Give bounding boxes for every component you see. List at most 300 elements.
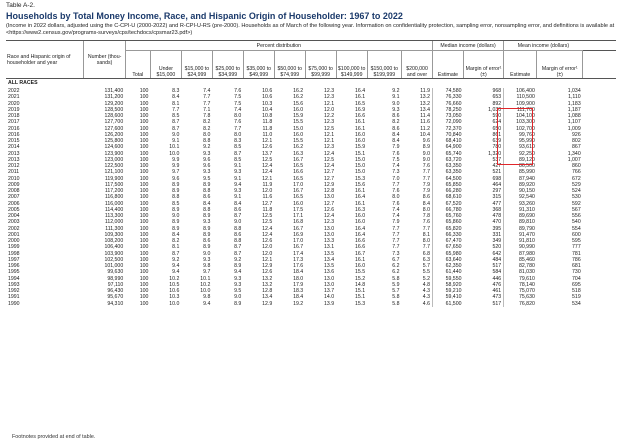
table-cell: 584 — [492, 269, 502, 276]
table-cell: 68,410 — [433, 138, 464, 144]
table-cell: 15.5 — [293, 119, 304, 126]
table-cell: 78,140 — [504, 282, 537, 288]
table-cell: 16.1 — [355, 125, 366, 132]
table-cell: 16.6 — [293, 169, 304, 176]
table-cell: 65,980 — [433, 251, 464, 257]
table-cell: 8.7 — [234, 213, 242, 219]
table-cell: 8.0 — [234, 113, 242, 119]
table-cell: 16.4 — [355, 231, 366, 238]
year-cell: 1992 — [8, 288, 20, 294]
table-cell: 15.6 — [355, 181, 366, 188]
table-cell: 72,090 — [433, 119, 464, 125]
table-cell: 13.0 — [324, 275, 335, 282]
table-cell: 1,034 — [567, 88, 581, 94]
table-cell: 592 — [572, 200, 581, 207]
table-cell: 16.6 — [355, 113, 366, 119]
table-cell: 16.0 — [293, 131, 304, 138]
table-cell: 331 — [492, 231, 502, 238]
table-cell: 1,030 — [488, 106, 502, 113]
table-cell: 100 — [139, 169, 149, 176]
table-cell: 8.2 — [203, 119, 211, 126]
table-cell: 99,760 — [504, 132, 537, 138]
table-cell: 12.3 — [324, 94, 335, 101]
table-cell: 100 — [139, 275, 149, 282]
year-cell: 2017 — [8, 119, 20, 126]
table-cell: 9.4 — [234, 181, 242, 188]
table-cell: 13.7 — [324, 288, 335, 294]
table-cell: 16.2 — [293, 88, 304, 94]
table-cell: 17.0 — [293, 238, 304, 244]
table-cell: 13.2 — [262, 281, 273, 288]
table-cell: 1,320 — [488, 150, 502, 157]
table-cell: 7.6 — [392, 200, 400, 207]
row-spacer — [583, 301, 616, 307]
table-cell: 781 — [572, 250, 581, 257]
table-cell: 7.7 — [422, 244, 431, 251]
header-number: Number (thou- sands) — [84, 41, 125, 79]
table-cell: 556 — [572, 213, 581, 219]
table-cell: 11.8 — [262, 206, 273, 213]
table-cell: 16.7 — [293, 156, 304, 163]
table-cell: 65,820 — [433, 226, 464, 232]
table-cell: 521 — [492, 169, 502, 176]
table-cell: 12.3 — [324, 219, 335, 226]
table-cell: 13.6 — [324, 269, 335, 276]
table-cell: 16.9 — [355, 106, 366, 113]
table-cell: 123,000 — [104, 156, 124, 163]
table-cell: 59,410 — [433, 294, 464, 300]
table-cell: 66,780 — [433, 207, 464, 213]
table-cell: 520 — [492, 244, 502, 251]
table-cell: 861 — [492, 131, 502, 138]
table-cell: 7.7 — [422, 225, 431, 232]
table-cell: 695 — [572, 281, 581, 288]
table-cell: 100 — [139, 119, 149, 126]
table-cell: 1,187 — [567, 106, 581, 113]
table-cell: 8.5 — [234, 156, 242, 163]
table-cell: 117,200 — [104, 188, 124, 194]
table-cell: 9.5 — [203, 175, 211, 182]
table-cell: 15.6 — [293, 100, 304, 107]
table-cell: 653 — [492, 94, 502, 101]
table-cell: 100 — [139, 256, 149, 263]
year-cell: 2008 — [8, 188, 20, 194]
table-cell: 126,200 — [104, 131, 124, 138]
table-cell: 10.3 — [262, 100, 273, 107]
table-cell: 11.9 — [420, 88, 431, 94]
table-cell: 108,200 — [104, 238, 124, 244]
table-cell: 10.1 — [169, 144, 180, 151]
table-cell: 91,310 — [504, 207, 537, 213]
table-cell: 7.5 — [234, 100, 242, 107]
table-cell: 8.8 — [203, 138, 211, 144]
table-cell: 9.4 — [203, 300, 211, 307]
table-cell: 777 — [572, 244, 581, 251]
table-cell: 8.7 — [234, 250, 242, 257]
table-cell: 7.4 — [203, 88, 211, 94]
table-cell: 121,100 — [104, 169, 124, 176]
table-cell: 75,070 — [504, 288, 537, 294]
table-cell: 9.3 — [203, 169, 211, 176]
table-cell: 8.9 — [203, 181, 211, 188]
table-cell: 106,400 — [104, 244, 124, 251]
table-cell: 18.3 — [293, 288, 304, 294]
table-cell: 12.6 — [262, 269, 273, 276]
table-cell: 10.0 — [200, 288, 211, 294]
table-cell: 89,120 — [504, 157, 537, 163]
table-cell: 89,690 — [504, 213, 537, 219]
table-cell: 802 — [572, 138, 581, 144]
table-cell: 12.0 — [262, 244, 273, 251]
table-cell: 600 — [572, 231, 581, 238]
table-cell: 101,000 — [104, 263, 124, 269]
table-cell: 9.8 — [203, 294, 211, 301]
table-cell: 1,088 — [567, 113, 581, 119]
table-cell: 16.1 — [355, 94, 366, 101]
table-cell: 1,183 — [567, 100, 581, 107]
table-cell: 13.2 — [419, 100, 431, 107]
table-cell: 16.0 — [355, 138, 366, 144]
table-cell: 15.9 — [293, 113, 304, 119]
year-cell: 1997 — [8, 256, 20, 263]
table-cell: 12.1 — [324, 138, 335, 144]
table-cell: 395 — [492, 225, 502, 232]
table-cell: 7.6 — [422, 219, 431, 226]
table-cell: 97,110 — [107, 281, 124, 288]
table-cell: 12.2 — [324, 113, 335, 119]
table-cell: 17.9 — [293, 281, 304, 288]
table-cell: 9.4 — [172, 263, 180, 269]
table-cell: 5.8 — [392, 294, 400, 301]
table-cell: 12.4 — [324, 150, 335, 157]
table-cell: 4.3 — [422, 294, 431, 301]
table-cell: 704 — [572, 275, 581, 282]
table-cell: 76,820 — [504, 301, 537, 307]
table-cell: 7.4 — [392, 213, 400, 219]
table-cell: 16.6 — [355, 244, 366, 251]
table-cell: 13.1 — [324, 244, 335, 251]
table-cell: 16.7 — [293, 188, 304, 194]
table-cell: 8.8 — [234, 238, 242, 244]
table-cell: 8.9 — [172, 225, 180, 232]
table-cell: 12.8 — [324, 188, 335, 194]
table-cell: 100 — [139, 163, 149, 169]
table-cell: 8.9 — [422, 144, 431, 151]
table-cell: 100 — [139, 125, 149, 132]
table-cell: 968 — [492, 88, 502, 94]
table-cell: 537 — [492, 156, 502, 163]
table-cell: 114,400 — [104, 206, 124, 213]
year-cell: 1991 — [8, 294, 20, 301]
table-cell: 112,000 — [104, 219, 124, 226]
table-cell: 13.4 — [419, 106, 431, 113]
table-cell: 8.0 — [392, 194, 400, 201]
table-cell: 100 — [139, 106, 149, 113]
table-cell: 13.9 — [324, 300, 335, 307]
table-cell: 8.7 — [172, 119, 180, 126]
table-cell: 9.4 — [234, 269, 242, 276]
table-cell: 860 — [572, 163, 581, 169]
table-cell: 12.5 — [262, 213, 273, 219]
table-cell: 14.0 — [324, 294, 335, 301]
table-cell: 9.0 — [422, 150, 431, 157]
table-cell: 90,990 — [504, 244, 537, 250]
table-cell: 16.9 — [293, 231, 304, 238]
table-cell: 8.6 — [392, 125, 400, 132]
table-cell: 8.0 — [422, 238, 431, 244]
table-cell: 7.1 — [203, 106, 211, 113]
column-header: Estimate — [504, 51, 537, 79]
table-cell: 867 — [572, 144, 581, 151]
table-cell: 100 — [139, 175, 149, 182]
table-cell: 8.0 — [234, 131, 242, 138]
table-cell: 10.2 — [169, 275, 180, 282]
table-cell: 87,980 — [504, 251, 537, 257]
table-cell: 13.0 — [324, 281, 335, 288]
table-cell: 12.8 — [262, 288, 273, 294]
table-cell: 12.7 — [324, 169, 335, 176]
table-cell: 10.5 — [169, 281, 180, 288]
table-cell: 92,250 — [504, 151, 537, 157]
table-cell: 12.6 — [324, 206, 335, 213]
table-cell: 63,350 — [433, 163, 464, 169]
table-cell: 529 — [572, 181, 581, 188]
table-cell: 61,440 — [433, 269, 464, 275]
table-subtitle: (Income in 2022 dollars, adjusted using the C-CPI-U (2000-2022) and R-CPI-U-RS (pre-2000). Households as of March of the following year. Information on confidentiality protection, sampling error, nonsampling error, and definitions is available at <https://www2.census.gov/programs-surveys/cps/techdocs/cpsmar23.pdf>) — [6, 23, 615, 37]
column-header: $15,000 to $24,999 — [181, 51, 212, 79]
table-cell: 78,250 — [433, 107, 464, 113]
table-cell: 94,310 — [107, 300, 124, 307]
table-cell: 124,600 — [104, 144, 124, 151]
table-cell: 9.0 — [172, 131, 180, 138]
table-cell: 122,500 — [104, 163, 124, 169]
table-cell: 66,330 — [433, 232, 464, 238]
table-cell: 16.8 — [293, 219, 304, 226]
table-cell: 11.8 — [262, 125, 273, 132]
table-cell: 68,610 — [433, 194, 464, 200]
year-cell: 2018 — [8, 113, 20, 119]
table-cell: 15.5 — [355, 269, 366, 276]
table-cell: 681 — [572, 263, 581, 269]
table-cell: 8.5 — [234, 144, 242, 151]
year-cell: 1996 — [8, 263, 20, 269]
table-cell: 15.1 — [355, 294, 366, 301]
table-cell: 5.8 — [392, 300, 400, 307]
table-cell: 7.9 — [392, 219, 400, 226]
year-cell: 1990 — [8, 300, 20, 307]
table-cell: 98,990 — [107, 275, 124, 282]
table-cell: 13.2 — [262, 275, 273, 282]
table-cell: 530 — [572, 194, 581, 201]
table-cell: 9.0 — [392, 100, 400, 107]
year-cell: 2003 — [8, 219, 20, 226]
table-cell: 18.0 — [293, 275, 304, 282]
table-cell: 7.7 — [392, 231, 400, 238]
table-cell: 5.8 — [392, 275, 400, 282]
table-cell: 8.8 — [203, 206, 211, 213]
table-cell: 7.7 — [422, 169, 431, 176]
table-cell: 9.3 — [203, 219, 211, 226]
table-cell: 59,210 — [433, 288, 464, 294]
table-cell: 698 — [492, 175, 502, 182]
table-cell: 9.2 — [203, 144, 211, 151]
table-cell: 1,009 — [567, 125, 581, 132]
table-cell: 517 — [492, 263, 502, 269]
table-cell: 8.2 — [172, 238, 180, 244]
table-cell: 8.8 — [234, 225, 242, 232]
table-cell: 297 — [492, 188, 502, 194]
header-row-label: Race and Hispanic origin of householder and year — [6, 41, 84, 79]
column-header: $100,000 to $149,999 — [336, 51, 367, 79]
table-cell: 9.2 — [172, 256, 180, 263]
year-cell: 2022 — [8, 88, 20, 94]
table-cell: 7.5 — [392, 156, 400, 163]
table-cell: 65,860 — [433, 219, 464, 225]
table-cell: 8.9 — [172, 219, 180, 226]
table-cell: 8.9 — [203, 213, 211, 219]
table-cell: 13.2 — [419, 94, 431, 101]
column-header: Estimate — [433, 51, 464, 79]
table-cell: 8.1 — [422, 231, 431, 238]
table-cell: 7.6 — [234, 119, 242, 126]
table-cell: 127,600 — [104, 125, 124, 132]
year-cell: 2005 — [8, 206, 20, 213]
table-cell: 72,370 — [433, 126, 464, 132]
table-cell: 672 — [572, 175, 581, 182]
table-cell: 5.2 — [422, 275, 431, 282]
table-cell: 4.8 — [422, 281, 431, 288]
table-cell: 15.1 — [355, 288, 366, 294]
table-cell: 70,840 — [433, 132, 464, 138]
table-cell: 554 — [572, 225, 581, 232]
table-cell: 9.3 — [234, 169, 242, 176]
table-cell: 7.5 — [234, 94, 242, 101]
column-header: Margin of error¹ (±) — [463, 51, 503, 79]
table-cell: 8.8 — [203, 188, 211, 194]
table-cell: 12.3 — [324, 119, 335, 126]
table-cell: 6.2 — [392, 263, 400, 269]
table-cell: 315 — [492, 194, 502, 201]
table-cell: 18.4 — [293, 294, 304, 301]
table-cell: 16.5 — [293, 175, 304, 182]
table-cell: 464 — [492, 181, 502, 188]
table-cell: 100 — [139, 131, 149, 138]
table-cell: 7.7 — [203, 100, 211, 107]
table-cell: 6.8 — [422, 250, 431, 257]
table-cell: 11.9 — [262, 181, 273, 188]
table-cell: 100 — [139, 213, 149, 219]
table-cell: 9.1 — [392, 94, 400, 101]
table-cell: 8.6 — [422, 194, 431, 201]
table-cell: 67,650 — [433, 244, 464, 250]
table-cell: 12.1 — [262, 138, 273, 144]
table-cell: 11.8 — [262, 119, 273, 126]
table-cell: 9.9 — [172, 156, 180, 163]
column-header: $150,000 to $199,999 — [367, 51, 401, 79]
table-cell: 650 — [492, 125, 502, 132]
table-cell: 15.2 — [355, 275, 366, 282]
table-cell: 7.6 — [392, 188, 400, 194]
year-cell: 2004 — [8, 213, 20, 219]
table-cell: 16.7 — [293, 244, 304, 251]
table-cell: 15.9 — [355, 144, 366, 151]
table-cell: 15.0 — [355, 163, 366, 169]
year-cell: 2013 — [8, 156, 20, 163]
table-cell: 81,030 — [504, 269, 537, 275]
table-cell: 100 — [139, 263, 149, 269]
table-cell: 89,810 — [504, 219, 537, 225]
column-header: Under $15,000 — [150, 51, 181, 79]
table-cell: 7.4 — [392, 163, 400, 169]
table-cell: 11.4 — [420, 113, 431, 119]
table-cell: 85,990 — [504, 169, 537, 175]
table-cell: 10.6 — [262, 88, 273, 94]
table-cell: 17.5 — [293, 206, 304, 213]
column-header: $25,000 to $34,999 — [212, 51, 243, 79]
year-cell: 2015 — [8, 138, 20, 144]
table-cell: 100 — [139, 113, 149, 119]
table-cell: 102,500 — [104, 256, 124, 263]
table-cell: 109,300 — [104, 231, 124, 238]
table-cell: 8.9 — [172, 206, 180, 213]
table-cell: 349 — [492, 238, 502, 244]
table-cell: 8.9 — [234, 263, 242, 269]
table-cell: 7.3 — [392, 169, 400, 176]
table-cell: 100 — [139, 88, 149, 94]
table-cell: 65,850 — [433, 182, 464, 188]
table-cell: 16.0 — [293, 106, 304, 113]
table-cell: 16.3 — [355, 206, 366, 213]
table-cell: 13.0 — [324, 231, 335, 238]
table-cell: 10.4 — [262, 106, 273, 113]
column-header: Total — [125, 51, 150, 79]
table-cell: 15.0 — [355, 169, 366, 176]
table-cell: 8.2 — [203, 125, 211, 132]
table-cell: 87,940 — [504, 176, 537, 182]
table-cell: 8.6 — [392, 113, 400, 119]
table-cell: 8.6 — [203, 194, 211, 201]
table-cell: 9.7 — [203, 269, 211, 276]
table-cell: 8.4 — [392, 131, 400, 138]
table-cell: 12.1 — [262, 175, 273, 182]
table-cell: 7.8 — [203, 113, 211, 119]
table-cell: 9.1 — [234, 194, 242, 201]
table-cell: 16.3 — [293, 150, 304, 157]
table-cell: 9.0 — [172, 213, 180, 219]
table-label: Table A-2. — [6, 2, 35, 9]
header-mean-income: Mean income (dollars) — [504, 41, 583, 51]
table-cell: 17.1 — [293, 213, 304, 219]
table-cell: 64,500 — [433, 176, 464, 182]
table-cell: 9.0 — [234, 219, 242, 226]
table-cell: 76,330 — [433, 94, 464, 100]
table-cell: 484 — [492, 256, 502, 263]
table-cell: 100 — [139, 281, 149, 288]
table-cell: 7.0 — [392, 175, 400, 182]
table-cell: 17.0 — [293, 181, 304, 188]
column-header: $75,000 to $99,999 — [305, 51, 336, 79]
table-cell: 12.1 — [262, 256, 273, 263]
table-cell: 5.5 — [422, 269, 431, 276]
table-cell: 10.2 — [200, 281, 211, 288]
table-cell: 9.3 — [203, 150, 211, 157]
table-cell: 63,640 — [433, 257, 464, 263]
table-cell: 1,340 — [567, 150, 581, 157]
table-cell: 786 — [572, 256, 581, 263]
table-cell: 11.6 — [420, 119, 431, 126]
table-cell: 9.7 — [172, 169, 180, 176]
table-cell: 8.5 — [172, 113, 180, 119]
